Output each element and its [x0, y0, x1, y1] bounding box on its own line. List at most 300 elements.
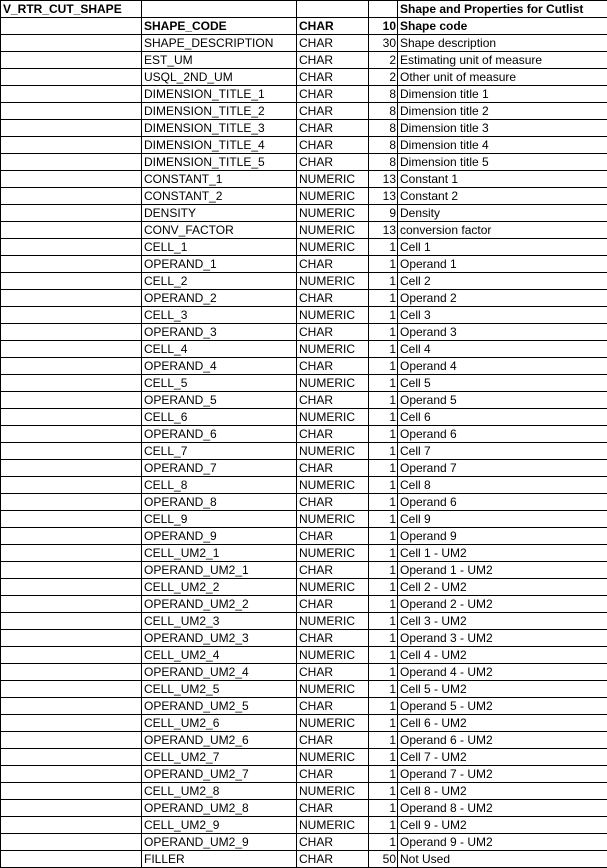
table-row — [1, 273, 607, 290]
row-spacer-cell — [1, 392, 142, 409]
length-cell: 13 — [369, 171, 398, 188]
empty-cell — [142, 1, 297, 18]
length-cell: 1 — [369, 324, 398, 341]
data-type-cell: NUMERIC — [297, 205, 369, 222]
description-cell: Cell 4 — [398, 341, 607, 358]
description-cell: Dimension title 2 — [398, 103, 607, 120]
length-cell: 1 — [369, 613, 398, 630]
length-cell: 1 — [369, 732, 398, 749]
row-spacer-cell — [1, 290, 142, 307]
field-name-cell: OPERAND_UM2_2 — [142, 596, 297, 613]
table-row — [1, 120, 607, 137]
description-cell: Operand 7 - UM2 — [398, 766, 607, 783]
length-cell: 1 — [369, 545, 398, 562]
table-row — [1, 766, 607, 783]
description-cell: Cell 9 — [398, 511, 607, 528]
length-cell: 1 — [369, 290, 398, 307]
field-name-cell: SHAPE_DESCRIPTION — [142, 35, 297, 52]
field-name-cell: CELL_UM2_6 — [142, 715, 297, 732]
data-type-cell: NUMERIC — [297, 443, 369, 460]
row-spacer-cell — [1, 630, 142, 647]
length-cell: 8 — [369, 103, 398, 120]
row-spacer-cell — [1, 800, 142, 817]
data-type-cell: CHAR — [297, 52, 369, 69]
row-spacer-cell — [1, 307, 142, 324]
data-type-cell: CHAR — [297, 732, 369, 749]
data-type-cell: CHAR — [297, 562, 369, 579]
length-cell: 1 — [369, 375, 398, 392]
table-row — [1, 222, 607, 239]
row-spacer-cell — [1, 324, 142, 341]
row-spacer-cell — [1, 732, 142, 749]
length-cell: 13 — [369, 188, 398, 205]
length-cell: 30 — [369, 35, 398, 52]
row-spacer-cell — [1, 511, 142, 528]
description-cell: Operand 5 — [398, 392, 607, 409]
data-type-cell: CHAR — [297, 358, 369, 375]
length-cell: 1 — [369, 647, 398, 664]
length-cell: 1 — [369, 681, 398, 698]
data-type-cell: NUMERIC — [297, 545, 369, 562]
empty-cell — [297, 1, 369, 18]
field-name-cell: CELL_3 — [142, 307, 297, 324]
data-type-cell: CHAR — [297, 86, 369, 103]
length-cell: 1 — [369, 715, 398, 732]
row-spacer-cell — [1, 426, 142, 443]
row-spacer-cell — [1, 188, 142, 205]
field-name-cell: OPERAND_7 — [142, 460, 297, 477]
table-row — [1, 103, 607, 120]
field-name-cell: CELL_6 — [142, 409, 297, 426]
table-row — [1, 375, 607, 392]
row-spacer-cell — [1, 171, 142, 188]
data-type-cell: NUMERIC — [297, 375, 369, 392]
row-spacer-cell — [1, 18, 142, 35]
description-cell: Cell 2 - UM2 — [398, 579, 607, 596]
data-type-cell: NUMERIC — [297, 817, 369, 834]
field-name-cell: OPERAND_5 — [142, 392, 297, 409]
data-type-cell: NUMERIC — [297, 239, 369, 256]
data-type-cell: CHAR — [297, 851, 369, 868]
table-row — [1, 188, 607, 205]
table-description: Shape and Properties for Cutlist — [398, 1, 607, 18]
data-type-cell: NUMERIC — [297, 273, 369, 290]
row-spacer-cell — [1, 698, 142, 715]
field-name-cell: OPERAND_UM2_7 — [142, 766, 297, 783]
table-row — [1, 698, 607, 715]
description-cell: Dimension title 4 — [398, 137, 607, 154]
description-cell: Operand 6 - UM2 — [398, 732, 607, 749]
row-spacer-cell — [1, 409, 142, 426]
field-name-cell: OPERAND_UM2_9 — [142, 834, 297, 851]
description-cell: Operand 5 - UM2 — [398, 698, 607, 715]
field-name-cell: CELL_1 — [142, 239, 297, 256]
table-row — [1, 205, 607, 222]
table-row — [1, 562, 607, 579]
description-cell: Operand 3 — [398, 324, 607, 341]
data-type-cell: NUMERIC — [297, 477, 369, 494]
data-type-cell: NUMERIC — [297, 222, 369, 239]
row-spacer-cell — [1, 596, 142, 613]
field-name-cell: DIMENSION_TITLE_3 — [142, 120, 297, 137]
data-type-cell: NUMERIC — [297, 341, 369, 358]
row-spacer-cell — [1, 545, 142, 562]
length-cell: 1 — [369, 562, 398, 579]
description-cell: Operand 6 — [398, 426, 607, 443]
table-row — [1, 630, 607, 647]
row-spacer-cell — [1, 460, 142, 477]
description-cell: Dimension title 1 — [398, 86, 607, 103]
data-type-cell: CHAR — [297, 154, 369, 171]
description-cell: Operand 1 — [398, 256, 607, 273]
table-row — [1, 511, 607, 528]
field-name-cell: OPERAND_1 — [142, 256, 297, 273]
table-row — [1, 239, 607, 256]
description-cell: conversion factor — [398, 222, 607, 239]
data-type-cell: CHAR — [297, 103, 369, 120]
data-type-cell: CHAR — [297, 460, 369, 477]
data-type-cell: NUMERIC — [297, 171, 369, 188]
table-row — [1, 494, 607, 511]
data-type-cell: CHAR — [297, 290, 369, 307]
row-spacer-cell — [1, 477, 142, 494]
length-cell: 1 — [369, 307, 398, 324]
length-cell: 1 — [369, 664, 398, 681]
length-cell: 8 — [369, 86, 398, 103]
length-cell: 1 — [369, 239, 398, 256]
description-cell: Operand 4 - UM2 — [398, 664, 607, 681]
field-name-cell: DENSITY — [142, 205, 297, 222]
length-cell: 1 — [369, 579, 398, 596]
data-type-cell: CHAR — [297, 256, 369, 273]
row-spacer-cell — [1, 613, 142, 630]
length-cell: 1 — [369, 392, 398, 409]
length-cell: 1 — [369, 766, 398, 783]
row-spacer-cell — [1, 137, 142, 154]
table-row — [1, 477, 607, 494]
table-row — [1, 392, 607, 409]
field-name-cell: CELL_8 — [142, 477, 297, 494]
row-spacer-cell — [1, 817, 142, 834]
length-cell: 2 — [369, 52, 398, 69]
length-cell: 1 — [369, 511, 398, 528]
description-cell: Operand 3 - UM2 — [398, 630, 607, 647]
description-cell: Cell 7 — [398, 443, 607, 460]
field-name-cell: OPERAND_2 — [142, 290, 297, 307]
length-cell: 8 — [369, 120, 398, 137]
table-row — [1, 86, 607, 103]
data-type-cell: NUMERIC — [297, 307, 369, 324]
length-cell: 1 — [369, 409, 398, 426]
field-name-cell: CONV_FACTOR — [142, 222, 297, 239]
table-row — [1, 52, 607, 69]
length-cell: 1 — [369, 477, 398, 494]
field-name-cell: CELL_UM2_1 — [142, 545, 297, 562]
data-type-cell: CHAR — [297, 426, 369, 443]
description-cell: Cell 8 - UM2 — [398, 783, 607, 800]
data-type-cell: NUMERIC — [297, 681, 369, 698]
table-row — [1, 171, 607, 188]
field-name-cell: DIMENSION_TITLE_4 — [142, 137, 297, 154]
table-row — [1, 715, 607, 732]
length-cell: 9 — [369, 205, 398, 222]
data-type-cell: CHAR — [297, 664, 369, 681]
field-name-cell: OPERAND_4 — [142, 358, 297, 375]
description-cell: Cell 1 - UM2 — [398, 545, 607, 562]
table-row — [1, 154, 607, 171]
description-cell: Cell 3 - UM2 — [398, 613, 607, 630]
data-type-cell: CHAR — [297, 766, 369, 783]
table-row — [1, 681, 607, 698]
field-name-cell: USQL_2ND_UM — [142, 69, 297, 86]
field-name-cell: CELL_UM2_3 — [142, 613, 297, 630]
data-type-cell: CHAR — [297, 120, 369, 137]
description-cell: Cell 8 — [398, 477, 607, 494]
data-type-cell: CHAR — [297, 698, 369, 715]
field-name-cell: EST_UM — [142, 52, 297, 69]
table-row — [1, 341, 607, 358]
length-cell: 8 — [369, 154, 398, 171]
data-type-cell: CHAR — [297, 69, 369, 86]
row-spacer-cell — [1, 528, 142, 545]
data-type-cell: NUMERIC — [297, 647, 369, 664]
row-spacer-cell — [1, 341, 142, 358]
table-row — [1, 137, 607, 154]
field-name-cell: DIMENSION_TITLE_1 — [142, 86, 297, 103]
description-cell: Cell 1 — [398, 239, 607, 256]
table-title-row — [1, 1, 607, 18]
row-spacer-cell — [1, 69, 142, 86]
field-name-cell: CELL_UM2_9 — [142, 817, 297, 834]
length-cell: 1 — [369, 783, 398, 800]
table-row — [1, 664, 607, 681]
table-row — [1, 783, 607, 800]
field-name-cell: SHAPE_CODE — [142, 18, 297, 35]
field-name-cell: OPERAND_UM2_8 — [142, 800, 297, 817]
table-row — [1, 35, 607, 52]
length-cell: 13 — [369, 222, 398, 239]
row-spacer-cell — [1, 52, 142, 69]
length-cell: 1 — [369, 749, 398, 766]
row-spacer-cell — [1, 834, 142, 851]
data-type-cell: CHAR — [297, 528, 369, 545]
field-name-cell: OPERAND_UM2_3 — [142, 630, 297, 647]
row-spacer-cell — [1, 375, 142, 392]
table-row — [1, 579, 607, 596]
data-type-cell: NUMERIC — [297, 783, 369, 800]
description-cell: Not Used — [398, 851, 607, 868]
data-type-cell: CHAR — [297, 324, 369, 341]
length-cell: 1 — [369, 341, 398, 358]
length-cell: 8 — [369, 137, 398, 154]
length-cell: 1 — [369, 817, 398, 834]
table-row — [1, 324, 607, 341]
row-spacer-cell — [1, 579, 142, 596]
description-cell: Operand 9 — [398, 528, 607, 545]
row-spacer-cell — [1, 494, 142, 511]
field-name-cell: CONSTANT_2 — [142, 188, 297, 205]
data-type-cell: NUMERIC — [297, 613, 369, 630]
length-cell: 50 — [369, 851, 398, 868]
field-name-cell: CELL_UM2_7 — [142, 749, 297, 766]
description-cell: Shape code — [398, 18, 607, 35]
data-type-cell: NUMERIC — [297, 579, 369, 596]
table-row — [1, 749, 607, 766]
data-type-cell: CHAR — [297, 35, 369, 52]
row-spacer-cell — [1, 681, 142, 698]
row-spacer-cell — [1, 205, 142, 222]
field-name-cell: CELL_5 — [142, 375, 297, 392]
table-row — [1, 290, 607, 307]
length-cell: 1 — [369, 256, 398, 273]
table-row — [1, 256, 607, 273]
field-name-cell: OPERAND_8 — [142, 494, 297, 511]
description-cell: Operand 9 - UM2 — [398, 834, 607, 851]
description-cell: Operand 4 — [398, 358, 607, 375]
row-spacer-cell — [1, 851, 142, 868]
table-row — [1, 69, 607, 86]
field-name-cell: OPERAND_UM2_1 — [142, 562, 297, 579]
table-row — [1, 851, 607, 868]
row-spacer-cell — [1, 443, 142, 460]
description-cell: Operand 7 — [398, 460, 607, 477]
table-row — [1, 409, 607, 426]
table-row — [1, 545, 607, 562]
data-type-cell: CHAR — [297, 630, 369, 647]
data-type-cell: CHAR — [297, 800, 369, 817]
row-spacer-cell — [1, 35, 142, 52]
row-spacer-cell — [1, 256, 142, 273]
field-name-cell: DIMENSION_TITLE_2 — [142, 103, 297, 120]
table-row — [1, 426, 607, 443]
description-cell: Density — [398, 205, 607, 222]
row-spacer-cell — [1, 664, 142, 681]
table-row — [1, 358, 607, 375]
table-row — [1, 460, 607, 477]
field-name-cell: OPERAND_UM2_5 — [142, 698, 297, 715]
field-name-cell: DIMENSION_TITLE_5 — [142, 154, 297, 171]
table-row — [1, 596, 607, 613]
row-spacer-cell — [1, 766, 142, 783]
data-type-cell: CHAR — [297, 494, 369, 511]
field-name-cell: CELL_UM2_2 — [142, 579, 297, 596]
field-name-cell: OPERAND_6 — [142, 426, 297, 443]
length-cell: 1 — [369, 630, 398, 647]
data-type-cell: CHAR — [297, 596, 369, 613]
length-cell: 1 — [369, 800, 398, 817]
description-cell: Operand 2 - UM2 — [398, 596, 607, 613]
data-type-cell: NUMERIC — [297, 409, 369, 426]
field-name-cell: FILLER — [142, 851, 297, 868]
row-spacer-cell — [1, 358, 142, 375]
description-cell: Cell 2 — [398, 273, 607, 290]
length-cell: 1 — [369, 698, 398, 715]
length-cell: 10 — [369, 18, 398, 35]
data-type-cell: CHAR — [297, 137, 369, 154]
table-row — [1, 307, 607, 324]
field-name-cell: CELL_UM2_4 — [142, 647, 297, 664]
field-name-cell: OPERAND_9 — [142, 528, 297, 545]
description-cell: Cell 4 - UM2 — [398, 647, 607, 664]
field-name-cell: CELL_UM2_8 — [142, 783, 297, 800]
length-cell: 1 — [369, 443, 398, 460]
description-cell: Cell 7 - UM2 — [398, 749, 607, 766]
length-cell: 1 — [369, 494, 398, 511]
field-name-cell: OPERAND_UM2_4 — [142, 664, 297, 681]
description-cell: Cell 6 — [398, 409, 607, 426]
length-cell: 1 — [369, 834, 398, 851]
description-cell: Operand 1 - UM2 — [398, 562, 607, 579]
table-row — [1, 800, 607, 817]
field-name-cell: OPERAND_3 — [142, 324, 297, 341]
row-spacer-cell — [1, 715, 142, 732]
row-spacer-cell — [1, 239, 142, 256]
table-row — [1, 732, 607, 749]
length-cell: 1 — [369, 426, 398, 443]
data-type-cell: NUMERIC — [297, 749, 369, 766]
field-name-cell: CONSTANT_1 — [142, 171, 297, 188]
row-spacer-cell — [1, 86, 142, 103]
description-cell: Cell 9 - UM2 — [398, 817, 607, 834]
row-spacer-cell — [1, 749, 142, 766]
length-cell: 1 — [369, 596, 398, 613]
table-row — [1, 443, 607, 460]
row-spacer-cell — [1, 103, 142, 120]
description-cell: Dimension title 5 — [398, 154, 607, 171]
description-cell: Cell 5 - UM2 — [398, 681, 607, 698]
table-row — [1, 528, 607, 545]
row-spacer-cell — [1, 222, 142, 239]
table-row — [1, 647, 607, 664]
description-cell: Shape description — [398, 35, 607, 52]
description-cell: Operand 8 - UM2 — [398, 800, 607, 817]
description-cell: Cell 3 — [398, 307, 607, 324]
field-name-cell: CELL_9 — [142, 511, 297, 528]
length-cell: 1 — [369, 528, 398, 545]
description-cell: Constant 1 — [398, 171, 607, 188]
description-cell: Constant 2 — [398, 188, 607, 205]
table-name: V_RTR_CUT_SHAPE — [1, 1, 142, 18]
description-cell: Operand 6 — [398, 494, 607, 511]
row-spacer-cell — [1, 120, 142, 137]
empty-cell — [369, 1, 398, 18]
field-name-cell: CELL_4 — [142, 341, 297, 358]
field-name-cell: OPERAND_UM2_6 — [142, 732, 297, 749]
table-row — [1, 18, 607, 35]
table-row — [1, 817, 607, 834]
description-cell: Operand 2 — [398, 290, 607, 307]
field-name-cell: CELL_7 — [142, 443, 297, 460]
description-cell: Dimension title 3 — [398, 120, 607, 137]
row-spacer-cell — [1, 647, 142, 664]
table-row — [1, 613, 607, 630]
data-type-cell: CHAR — [297, 834, 369, 851]
row-spacer-cell — [1, 783, 142, 800]
description-cell: Estimating unit of measure — [398, 52, 607, 69]
description-cell: Cell 5 — [398, 375, 607, 392]
data-type-cell: CHAR — [297, 18, 369, 35]
data-type-cell: NUMERIC — [297, 188, 369, 205]
description-cell: Other unit of measure — [398, 69, 607, 86]
data-type-cell: NUMERIC — [297, 511, 369, 528]
row-spacer-cell — [1, 273, 142, 290]
description-cell: Cell 6 - UM2 — [398, 715, 607, 732]
data-type-cell: NUMERIC — [297, 715, 369, 732]
table-row — [1, 834, 607, 851]
field-name-cell: CELL_UM2_5 — [142, 681, 297, 698]
length-cell: 1 — [369, 460, 398, 477]
row-spacer-cell — [1, 562, 142, 579]
